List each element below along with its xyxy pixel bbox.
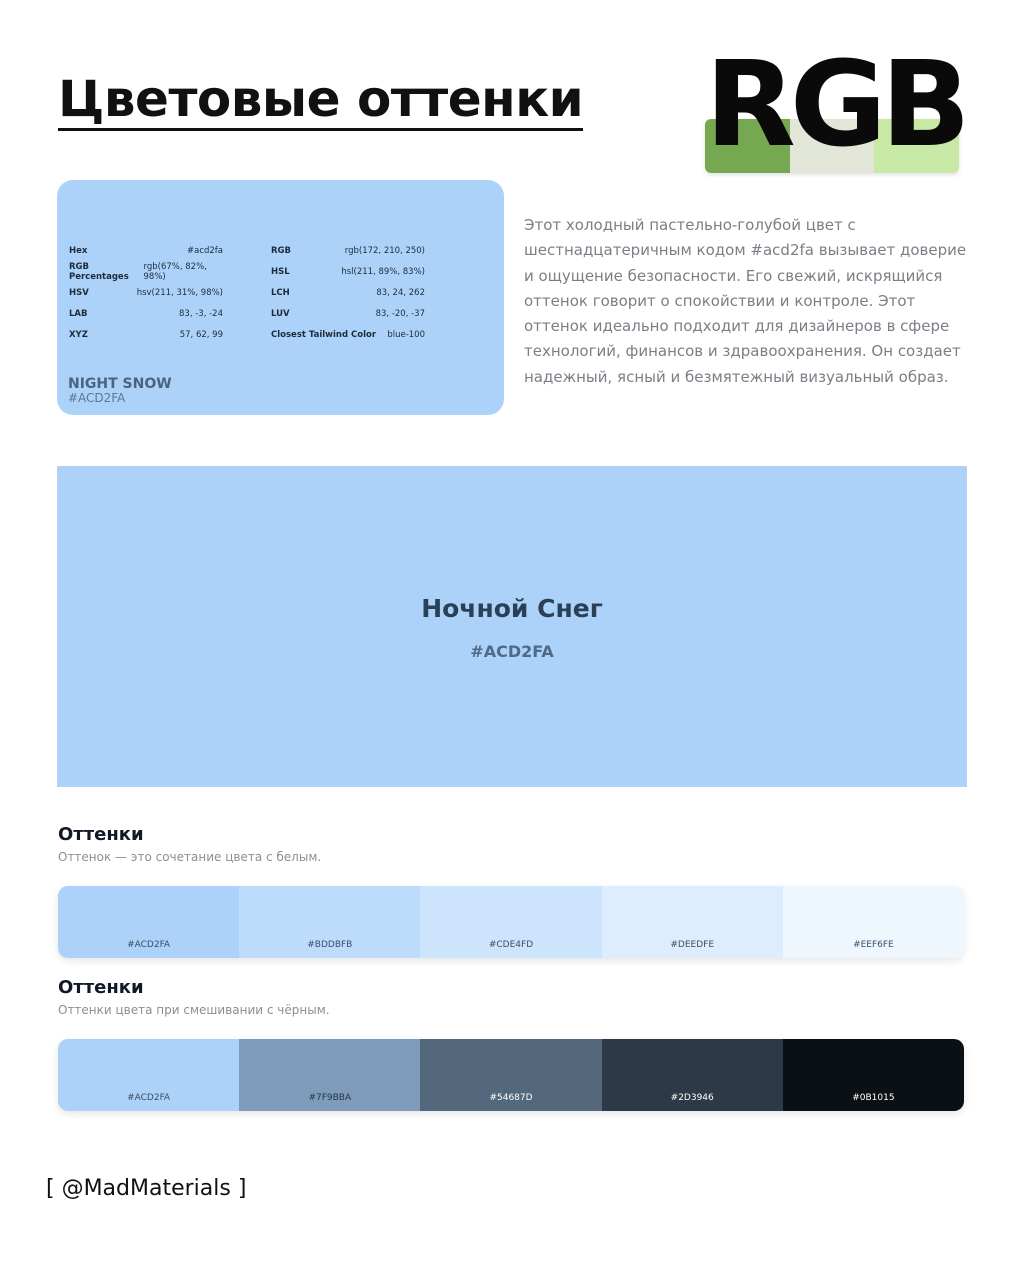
color-info-card — [57, 180, 504, 415]
info-value: hsl(211, 89%, 83%) — [341, 266, 425, 277]
info-key: HSV — [69, 287, 89, 298]
info-key: Closest Tailwind Color — [271, 329, 377, 340]
shades-title: Оттенки — [58, 977, 144, 998]
tint-swatch[interactable] — [239, 886, 420, 958]
info-key: RGB Percentages — [69, 261, 129, 282]
info-value: #acd2fa — [186, 245, 223, 256]
info-key: XYZ — [69, 329, 88, 340]
shades-swatch-row — [58, 1039, 964, 1111]
info-value: 83, 24, 262 — [376, 287, 425, 298]
shades-subtitle: Оттенки цвета при смешивании с чёрным. — [58, 1003, 330, 1017]
color-info-grid — [69, 240, 425, 345]
info-row — [271, 261, 425, 282]
info-row — [69, 240, 223, 261]
shade-swatch[interactable] — [58, 1039, 239, 1111]
rgb-logo-text: RGB — [705, 35, 965, 173]
info-column-left — [69, 240, 223, 345]
info-key: LAB — [69, 308, 88, 319]
info-value: 83, -3, -24 — [179, 308, 223, 319]
swatch-hex: #BDDBFB — [307, 940, 353, 950]
hero-color-name: Ночной Снег — [421, 594, 603, 623]
page-title: Цветовые оттенки — [58, 70, 583, 131]
swatch-hex: #2D3946 — [670, 1093, 714, 1103]
info-key: RGB — [271, 245, 292, 256]
info-row — [271, 282, 425, 303]
info-value: 83, -20, -37 — [375, 308, 425, 319]
swatch-hex: #ACD2FA — [127, 1093, 171, 1103]
swatch-hex: #CDE4FD — [488, 940, 534, 950]
tint-swatch[interactable] — [420, 886, 601, 958]
shade-swatch[interactable] — [602, 1039, 783, 1111]
info-value: rgb(67%, 82%, 98%) — [143, 261, 207, 282]
swatch-hex: #DEEDFE — [670, 940, 715, 950]
tint-swatch[interactable] — [602, 886, 783, 958]
hero-color-hex: #ACD2FA — [470, 642, 554, 661]
info-row — [271, 303, 425, 324]
info-key: HSL — [271, 266, 290, 277]
tint-swatch[interactable] — [783, 886, 964, 958]
swatch-hex: #54687D — [489, 1093, 533, 1103]
swatch-hex: #EEF6FE — [853, 940, 894, 950]
info-value: blue-100 — [387, 329, 425, 340]
shade-swatch[interactable] — [783, 1039, 964, 1111]
info-value: 57, 62, 99 — [179, 329, 223, 340]
tints-subtitle: Оттенок — это сочетание цвета с белым. — [58, 850, 322, 864]
tint-swatch[interactable] — [58, 886, 239, 958]
info-value: hsv(211, 31%, 98%) — [136, 287, 223, 298]
shade-swatch[interactable] — [239, 1039, 420, 1111]
info-value: rgb(172, 210, 250) — [344, 245, 425, 256]
info-row — [69, 282, 223, 303]
color-hex: #ACD2FA — [68, 391, 126, 405]
swatch-hex: #7F9BBA — [308, 1093, 352, 1103]
info-column-gap — [223, 240, 271, 345]
info-key: Hex — [69, 245, 88, 256]
color-name: NIGHT SNOW — [68, 376, 172, 392]
info-row — [69, 303, 223, 324]
tints-title: Оттенки — [58, 824, 144, 845]
swatch-hex: #ACD2FA — [127, 940, 171, 950]
swatch-hex: #0B1015 — [852, 1093, 895, 1103]
info-row — [69, 324, 223, 345]
color-description: Этот холодный пастельно-голубой цвет с шестнадцатеричным кодом #acd2fa вызывает доверие и ощущение безопасности. Его свежий, искрящийся оттенок говорит о спокойствии и контроле. Этот оттенок идеально подходит для дизайнеров в сфере технологий, финансов и здравоохранения. Он создает надежный, ясный и безмятежный визуальный образ. — [524, 216, 967, 386]
info-row — [69, 261, 223, 282]
tints-swatch-row — [58, 886, 964, 958]
author-handle: [ @MadMaterials ] — [46, 1176, 247, 1201]
info-column-right — [271, 240, 425, 345]
info-key: LUV — [271, 308, 290, 319]
shade-swatch[interactable] — [420, 1039, 601, 1111]
hero-color-block — [57, 466, 967, 787]
info-row — [271, 240, 425, 261]
info-key: LCH — [271, 287, 290, 298]
info-row — [271, 324, 425, 345]
